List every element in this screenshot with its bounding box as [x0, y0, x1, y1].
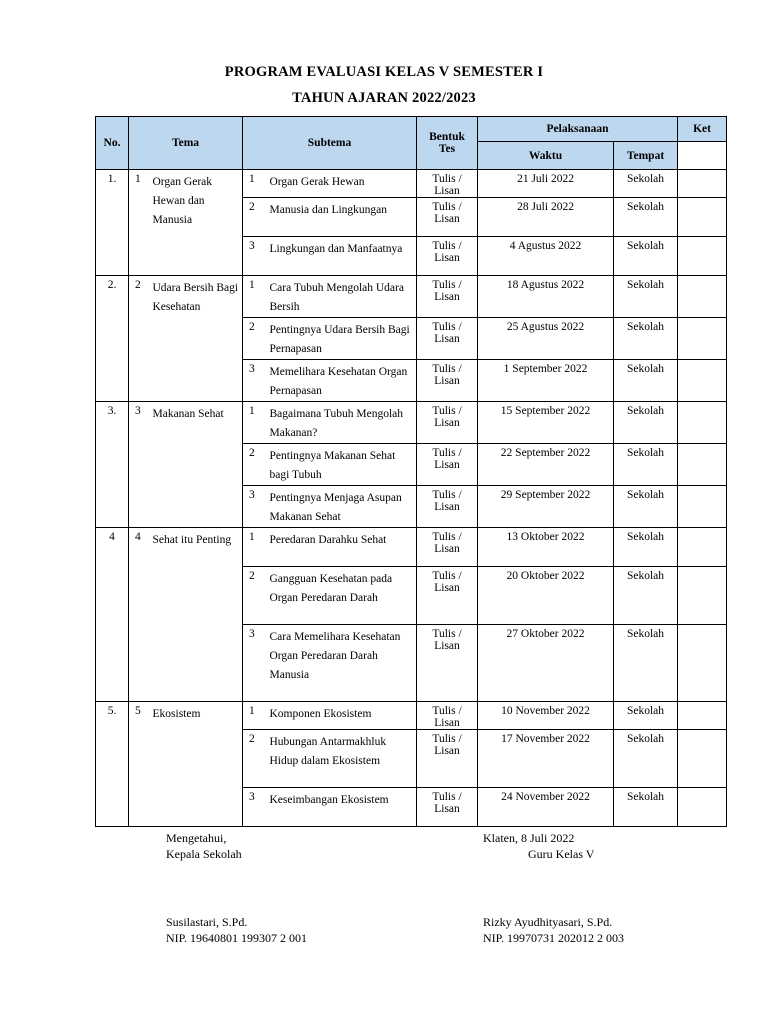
- row-number: 3.: [96, 402, 129, 528]
- test-form-line1: Tulis /: [432, 405, 462, 417]
- subtheme-name: Peredaran Darahku Sehat: [268, 528, 417, 567]
- test-form: [417, 788, 478, 827]
- test-form-line2: Lisan: [434, 717, 460, 729]
- header-pelaksanaan: Pelaksanaan: [478, 117, 678, 142]
- test-form-line1: Tulis /: [432, 628, 462, 640]
- test-form-line2: Lisan: [434, 501, 460, 513]
- right-signer-name: Rizky Ayudhityasari, S.Pd.: [483, 915, 613, 929]
- schedule-date: 13 Oktober 2022: [478, 528, 614, 567]
- test-form-line2: Lisan: [434, 803, 460, 815]
- test-form-line1: Tulis /: [432, 279, 462, 291]
- test-form: [417, 730, 478, 788]
- test-form-line1: Tulis /: [432, 201, 462, 213]
- test-form-line2: Lisan: [434, 459, 460, 471]
- schedule-date: 28 Juli 2022: [478, 198, 614, 237]
- test-form: [417, 276, 478, 318]
- table-row: [96, 702, 727, 730]
- schedule-date: 27 Oktober 2022: [478, 625, 614, 702]
- header-tema: Tema: [129, 117, 243, 170]
- test-form-line2: Lisan: [434, 543, 460, 555]
- test-form: [417, 402, 478, 444]
- right-signer: [483, 914, 624, 946]
- schedule-place: Sekolah: [614, 237, 678, 276]
- subtheme-number: 3: [243, 237, 268, 276]
- test-form-line1: Tulis /: [432, 791, 462, 803]
- subtheme-name: Bagaimana Tubuh Mengolah Makanan?: [268, 402, 417, 444]
- remarks-cell: [678, 170, 727, 198]
- schedule-date: 22 September 2022: [478, 444, 614, 486]
- test-form-line1: Tulis /: [432, 447, 462, 459]
- test-form: [417, 625, 478, 702]
- schedule-place: Sekolah: [614, 567, 678, 625]
- test-form-line2: Lisan: [434, 252, 460, 264]
- subtheme-name: Keseimbangan Ekosistem: [268, 788, 417, 827]
- test-form-line2: Lisan: [434, 333, 460, 345]
- left-signer-name: Susilastari, S.Pd.: [166, 915, 248, 929]
- remarks-cell: [678, 237, 727, 276]
- theme-number: 1: [129, 170, 151, 276]
- test-form-line1: Tulis /: [432, 321, 462, 333]
- test-form: [417, 702, 478, 730]
- test-form: [417, 318, 478, 360]
- remarks-cell: [678, 528, 727, 567]
- right-signature-block: [483, 830, 594, 862]
- left-signer-nip: NIP. 19640801 199307 2 001: [166, 931, 308, 945]
- table-row: [96, 170, 727, 198]
- remarks-cell: [678, 486, 727, 528]
- schedule-place: Sekolah: [614, 444, 678, 486]
- subtheme-number: 1: [243, 402, 268, 444]
- row-number: 5.: [96, 702, 129, 827]
- subtheme-number: 2: [243, 444, 268, 486]
- schedule-date: 29 September 2022: [478, 486, 614, 528]
- schedule-date: 18 Agustus 2022: [478, 276, 614, 318]
- row-number: 1.: [96, 170, 129, 276]
- test-form: [417, 444, 478, 486]
- schedule-place: Sekolah: [614, 402, 678, 444]
- schedule-place: Sekolah: [614, 360, 678, 402]
- header-no: No.: [96, 117, 129, 170]
- schedule-date: 1 September 2022: [478, 360, 614, 402]
- right-sign-place-date: Klaten, 8 Juli 2022: [483, 831, 575, 845]
- header-bentuk-tes: [417, 117, 478, 170]
- evaluation-table: [95, 116, 727, 827]
- remarks-cell: [678, 567, 727, 625]
- header-tempat: Tempat: [614, 142, 678, 170]
- header-bentuk-line1: Bentuk: [429, 131, 465, 143]
- remarks-cell: [678, 625, 727, 702]
- remarks-cell: [678, 198, 727, 237]
- subtheme-name: Pentingnya Menjaga Asupan Makanan Sehat: [268, 486, 417, 528]
- test-form-line2: Lisan: [434, 745, 460, 757]
- table-body: [96, 170, 727, 827]
- theme-name: Organ Gerak Hewan dan Manusia: [151, 170, 243, 276]
- schedule-place: Sekolah: [614, 528, 678, 567]
- test-form-line1: Tulis /: [432, 705, 462, 717]
- subtheme-number: 2: [243, 198, 268, 237]
- test-form-line1: Tulis /: [432, 173, 462, 185]
- test-form: [417, 237, 478, 276]
- remarks-cell: [678, 444, 727, 486]
- theme-number: 4: [129, 528, 151, 702]
- theme-name: Sehat itu Penting: [151, 528, 243, 702]
- subtheme-name: Cara Memelihara Kesehatan Organ Peredaran Darah Manusia: [268, 625, 417, 702]
- schedule-place: Sekolah: [614, 198, 678, 237]
- subtheme-name: Memelihara Kesehatan Organ Pernapasan: [268, 360, 417, 402]
- subtheme-name: Manusia dan Lingkungan: [268, 198, 417, 237]
- table-row: [96, 276, 727, 318]
- theme-name: Udara Bersih Bagi Kesehatan: [151, 276, 243, 402]
- subtheme-number: 3: [243, 486, 268, 528]
- subtheme-number: 2: [243, 567, 268, 625]
- schedule-place: Sekolah: [614, 318, 678, 360]
- header-bentuk-line2: Tes: [438, 143, 456, 155]
- remarks-cell: [678, 360, 727, 402]
- left-sign-role: Kepala Sekolah: [166, 847, 242, 861]
- schedule-date: 4 Agustus 2022: [478, 237, 614, 276]
- theme-number: 2: [129, 276, 151, 402]
- test-form-line1: Tulis /: [432, 363, 462, 375]
- subtheme-number: 3: [243, 788, 268, 827]
- right-sign-role: Guru Kelas V: [528, 847, 595, 861]
- test-form: [417, 198, 478, 237]
- test-form-line1: Tulis /: [432, 531, 462, 543]
- test-form: [417, 528, 478, 567]
- test-form-line2: Lisan: [434, 582, 460, 594]
- remarks-cell: [678, 318, 727, 360]
- schedule-date: 24 November 2022: [478, 788, 614, 827]
- theme-number: 5: [129, 702, 151, 827]
- test-form-line1: Tulis /: [432, 733, 462, 745]
- document-subtitle: TAHUN AJARAN 2022/2023: [292, 90, 476, 106]
- header-ket: Ket: [678, 117, 727, 142]
- remarks-cell: [678, 730, 727, 788]
- schedule-date: 20 Oktober 2022: [478, 567, 614, 625]
- left-sign-label: Mengetahui,: [166, 831, 227, 845]
- subtheme-number: 1: [243, 702, 268, 730]
- subtheme-name: Cara Tubuh Mengolah Udara Bersih: [268, 276, 417, 318]
- schedule-place: Sekolah: [614, 170, 678, 198]
- document-title: PROGRAM EVALUASI KELAS V SEMESTER I: [224, 64, 544, 80]
- test-form-line2: Lisan: [434, 417, 460, 429]
- subtheme-name: Gangguan Kesehatan pada Organ Peredaran Darah: [268, 567, 417, 625]
- test-form-line1: Tulis /: [432, 489, 462, 501]
- subtheme-name: Pentingnya Makanan Sehat bagi Tubuh: [268, 444, 417, 486]
- schedule-date: 17 November 2022: [478, 730, 614, 788]
- subtheme-name: Pentingnya Udara Bersih Bagi Pernapasan: [268, 318, 417, 360]
- subtheme-number: 1: [243, 170, 268, 198]
- row-number: 4: [96, 528, 129, 702]
- test-form: [417, 360, 478, 402]
- remarks-cell: [678, 276, 727, 318]
- table-row: [96, 402, 727, 444]
- subtheme-name: Organ Gerak Hewan: [268, 170, 417, 198]
- schedule-place: Sekolah: [614, 625, 678, 702]
- test-form: [417, 486, 478, 528]
- header-waktu: Waktu: [478, 142, 614, 170]
- remarks-cell: [678, 702, 727, 730]
- test-form: [417, 170, 478, 198]
- subtheme-name: Komponen Ekosistem: [268, 702, 417, 730]
- table-row: [96, 528, 727, 567]
- test-form: [417, 567, 478, 625]
- test-form-line1: Tulis /: [432, 570, 462, 582]
- test-form-line2: Lisan: [434, 185, 460, 197]
- schedule-place: Sekolah: [614, 730, 678, 788]
- remarks-cell: [678, 402, 727, 444]
- test-form-line2: Lisan: [434, 291, 460, 303]
- theme-name: Makanan Sehat: [151, 402, 243, 528]
- schedule-date: 21 Juli 2022: [478, 170, 614, 198]
- schedule-place: Sekolah: [614, 486, 678, 528]
- schedule-date: 10 November 2022: [478, 702, 614, 730]
- test-form-line2: Lisan: [434, 213, 460, 225]
- schedule-place: Sekolah: [614, 702, 678, 730]
- theme-number: 3: [129, 402, 151, 528]
- schedule-place: Sekolah: [614, 788, 678, 827]
- left-signature-block: [166, 830, 242, 862]
- subtheme-number: 1: [243, 528, 268, 567]
- header-ket-blank: [678, 142, 727, 170]
- subtheme-number: 2: [243, 730, 268, 788]
- remarks-cell: [678, 788, 727, 827]
- subtheme-number: 3: [243, 360, 268, 402]
- schedule-date: 25 Agustus 2022: [478, 318, 614, 360]
- subtheme-number: 2: [243, 318, 268, 360]
- schedule-date: 15 September 2022: [478, 402, 614, 444]
- schedule-place: Sekolah: [614, 276, 678, 318]
- row-number: 2.: [96, 276, 129, 402]
- right-signer-nip: NIP. 19970731 202012 2 003: [483, 931, 625, 945]
- subtheme-name: Lingkungan dan Manfaatnya: [268, 237, 417, 276]
- header-subtema: Subtema: [243, 117, 417, 170]
- theme-name: Ekosistem: [151, 702, 243, 827]
- test-form-line2: Lisan: [434, 640, 460, 652]
- subtheme-name: Hubungan Antarmakhluk Hidup dalam Ekosistem: [268, 730, 417, 788]
- subtheme-number: 1: [243, 276, 268, 318]
- test-form-line1: Tulis /: [432, 240, 462, 252]
- test-form-line2: Lisan: [434, 375, 460, 387]
- left-signer: [166, 914, 307, 946]
- subtheme-number: 3: [243, 625, 268, 702]
